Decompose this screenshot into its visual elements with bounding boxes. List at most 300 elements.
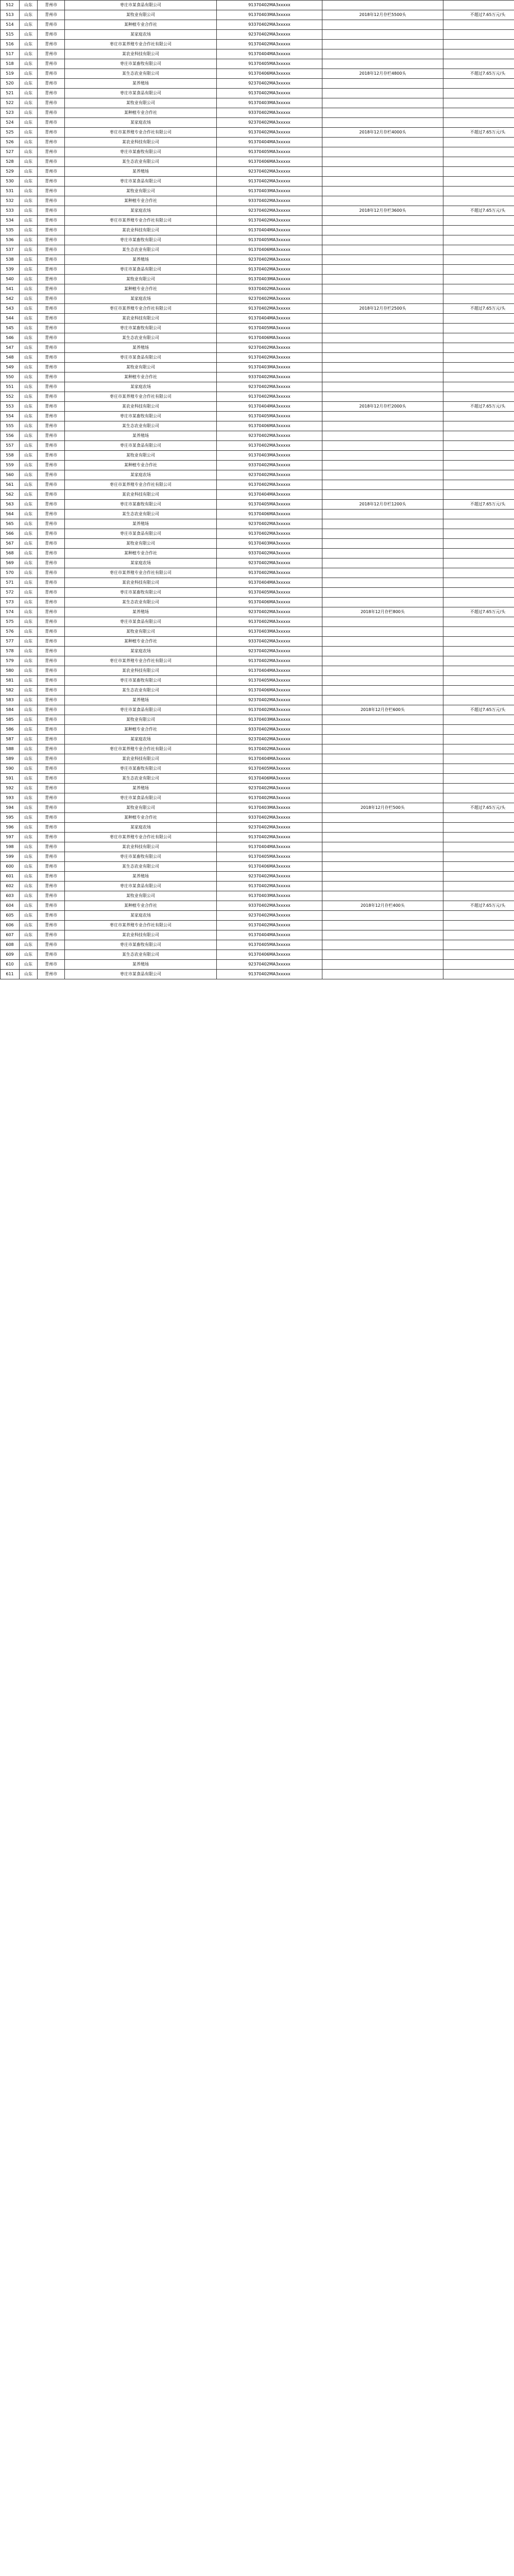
table-row — [1, 441, 514, 451]
table-row — [1, 451, 514, 461]
cell-city: 山东 — [20, 519, 38, 529]
cell-company: 某牧业有限公司 — [65, 275, 217, 284]
cell-company: 某农业科技有限公司 — [65, 138, 217, 147]
table-row — [1, 265, 514, 275]
table-row — [1, 128, 514, 138]
cell-amount — [443, 324, 514, 333]
table-row — [1, 568, 514, 578]
cell-company: 枣庄市某畜牧有限公司 — [65, 500, 217, 510]
cell-city: 山东 — [20, 735, 38, 744]
cell-company: 某种植专业合作社 — [65, 372, 217, 382]
cell-scale — [322, 823, 443, 833]
cell-no: 601 — [1, 872, 20, 882]
cell-county: 青州市 — [38, 363, 65, 372]
cell-county: 青州市 — [38, 392, 65, 402]
cell-company: 某牧业有限公司 — [65, 891, 217, 901]
cell-code: 91370402MA3xxxxx — [217, 392, 322, 402]
cell-no: 516 — [1, 40, 20, 49]
cell-no: 545 — [1, 324, 20, 333]
cell-scale — [322, 108, 443, 118]
cell-no: 547 — [1, 343, 20, 353]
cell-city: 山东 — [20, 226, 38, 235]
cell-code: 93370402MA3xxxxx — [217, 284, 322, 294]
cell-scale — [322, 558, 443, 568]
cell-scale — [322, 676, 443, 686]
cell-county: 青州市 — [38, 510, 65, 519]
cell-scale — [322, 862, 443, 872]
cell-no: 602 — [1, 882, 20, 891]
table-row — [1, 901, 514, 911]
cell-no: 587 — [1, 735, 20, 744]
table-row — [1, 353, 514, 363]
cell-company: 某家庭农场 — [65, 823, 217, 833]
cell-scale — [322, 196, 443, 206]
table-row — [1, 578, 514, 588]
cell-code: 91370402MA3xxxxx — [217, 882, 322, 891]
cell-company: 枣庄市某养殖专业合作社有限公司 — [65, 921, 217, 930]
cell-amount — [443, 177, 514, 187]
cell-no: 576 — [1, 627, 20, 637]
table-row — [1, 764, 514, 774]
cell-scale: 2018年12月存栏500头 — [322, 803, 443, 813]
cell-no: 550 — [1, 372, 20, 382]
table-row — [1, 598, 514, 607]
cell-county: 青州市 — [38, 696, 65, 705]
cell-county: 青州市 — [38, 744, 65, 754]
cell-city: 山东 — [20, 275, 38, 284]
cell-scale — [322, 686, 443, 696]
cell-amount — [443, 98, 514, 108]
cell-amount: 不超过7.65万元/头 — [443, 607, 514, 617]
cell-county: 青州市 — [38, 754, 65, 764]
cell-city: 山东 — [20, 196, 38, 206]
cell-no: 544 — [1, 314, 20, 324]
cell-city: 山东 — [20, 206, 38, 216]
cell-county: 青州市 — [38, 764, 65, 774]
cell-amount: 不超过7.65万元/头 — [443, 402, 514, 412]
cell-code: 91370405MA3xxxxx — [217, 324, 322, 333]
cell-amount — [443, 343, 514, 353]
cell-company: 某农业科技有限公司 — [65, 49, 217, 59]
cell-city: 山东 — [20, 333, 38, 343]
cell-company: 某家庭农场 — [65, 382, 217, 392]
cell-company: 枣庄市某食品有限公司 — [65, 705, 217, 715]
cell-amount — [443, 20, 514, 30]
cell-city: 山东 — [20, 235, 38, 245]
data-table — [0, 0, 514, 979]
cell-county: 青州市 — [38, 431, 65, 441]
table-row — [1, 255, 514, 265]
cell-code: 91370402MA3xxxxx — [217, 353, 322, 363]
cell-county: 青州市 — [38, 607, 65, 617]
cell-city: 山东 — [20, 882, 38, 891]
cell-city: 山东 — [20, 970, 38, 979]
cell-county: 青州市 — [38, 823, 65, 833]
cell-county: 青州市 — [38, 216, 65, 226]
cell-city: 山东 — [20, 461, 38, 470]
cell-code: 93370402MA3xxxxx — [217, 20, 322, 30]
cell-city: 山东 — [20, 647, 38, 656]
cell-amount: 不超过7.65万元/头 — [443, 304, 514, 314]
cell-amount — [443, 735, 514, 744]
cell-no: 565 — [1, 519, 20, 529]
cell-code: 91370406MA3xxxxx — [217, 686, 322, 696]
cell-no: 591 — [1, 774, 20, 784]
cell-code: 93370402MA3xxxxx — [217, 901, 322, 911]
cell-county: 青州市 — [38, 725, 65, 735]
cell-city: 山东 — [20, 833, 38, 842]
cell-company: 某种植专业合作社 — [65, 196, 217, 206]
cell-scale — [322, 529, 443, 539]
table-row — [1, 647, 514, 656]
cell-code: 91370406MA3xxxxx — [217, 774, 322, 784]
cell-scale — [322, 490, 443, 500]
cell-county: 青州市 — [38, 89, 65, 98]
cell-code: 92370402MA3xxxxx — [217, 382, 322, 392]
cell-code: 91370402MA3xxxxx — [217, 705, 322, 715]
cell-county: 青州市 — [38, 647, 65, 656]
table-row — [1, 10, 514, 20]
cell-code: 91370404MA3xxxxx — [217, 402, 322, 412]
cell-company: 某牧业有限公司 — [65, 363, 217, 372]
cell-city: 山东 — [20, 705, 38, 715]
cell-no: 595 — [1, 813, 20, 823]
cell-code: 92370402MA3xxxxx — [217, 167, 322, 177]
cell-city: 山东 — [20, 187, 38, 196]
cell-scale — [322, 842, 443, 852]
cell-scale — [322, 89, 443, 98]
cell-no: 577 — [1, 637, 20, 647]
cell-county: 青州市 — [38, 852, 65, 862]
table-row — [1, 372, 514, 382]
cell-city: 山东 — [20, 803, 38, 813]
cell-no: 597 — [1, 833, 20, 842]
cell-city: 山东 — [20, 588, 38, 598]
cell-scale: 2018年12月存栏2500头 — [322, 304, 443, 314]
table-row — [1, 510, 514, 519]
cell-company: 某养殖场 — [65, 519, 217, 529]
table-row — [1, 235, 514, 245]
cell-no: 584 — [1, 705, 20, 715]
table-row — [1, 40, 514, 49]
cell-scale — [322, 138, 443, 147]
cell-amount — [443, 441, 514, 451]
cell-city: 山东 — [20, 940, 38, 950]
cell-city: 山东 — [20, 930, 38, 940]
cell-amount — [443, 451, 514, 461]
cell-no: 580 — [1, 666, 20, 676]
cell-city: 山东 — [20, 20, 38, 30]
cell-company: 枣庄市某食品有限公司 — [65, 882, 217, 891]
table-row — [1, 480, 514, 490]
cell-scale — [322, 549, 443, 558]
cell-scale — [322, 656, 443, 666]
cell-city: 山东 — [20, 813, 38, 823]
cell-amount — [443, 715, 514, 725]
cell-no: 518 — [1, 59, 20, 69]
cell-code: 91370404MA3xxxxx — [217, 842, 322, 852]
cell-code: 91370404MA3xxxxx — [217, 138, 322, 147]
table-row — [1, 617, 514, 627]
table-row — [1, 529, 514, 539]
cell-company: 枣庄市某养殖专业合作社有限公司 — [65, 392, 217, 402]
cell-code: 92370402MA3xxxxx — [217, 343, 322, 353]
cell-code: 91370405MA3xxxxx — [217, 235, 322, 245]
cell-county: 青州市 — [38, 813, 65, 823]
cell-code: 91370406MA3xxxxx — [217, 69, 322, 79]
cell-city: 山东 — [20, 617, 38, 627]
table-row — [1, 167, 514, 177]
cell-no: 583 — [1, 696, 20, 705]
table-row — [1, 813, 514, 823]
cell-code: 91370402MA3xxxxx — [217, 265, 322, 275]
cell-scale — [322, 696, 443, 705]
cell-amount — [443, 558, 514, 568]
cell-county: 青州市 — [38, 187, 65, 196]
cell-no: 603 — [1, 891, 20, 901]
cell-county: 青州市 — [38, 774, 65, 784]
cell-amount: 不超过7.65万元/头 — [443, 206, 514, 216]
cell-company: 某养殖场 — [65, 960, 217, 970]
cell-amount — [443, 930, 514, 940]
cell-scale — [322, 891, 443, 901]
cell-code: 92370402MA3xxxxx — [217, 206, 322, 216]
table-row — [1, 627, 514, 637]
cell-city: 山东 — [20, 784, 38, 793]
cell-no: 611 — [1, 970, 20, 979]
cell-code: 92370402MA3xxxxx — [217, 911, 322, 921]
cell-scale — [322, 294, 443, 304]
cell-no: 600 — [1, 862, 20, 872]
cell-county: 青州市 — [38, 461, 65, 470]
cell-amount — [443, 519, 514, 529]
cell-no: 604 — [1, 901, 20, 911]
cell-code: 91370403MA3xxxxx — [217, 187, 322, 196]
cell-amount — [443, 147, 514, 157]
cell-no: 533 — [1, 206, 20, 216]
cell-no: 535 — [1, 226, 20, 235]
cell-no: 539 — [1, 265, 20, 275]
cell-scale — [322, 774, 443, 784]
cell-no: 536 — [1, 235, 20, 245]
table-row — [1, 324, 514, 333]
cell-company: 某家庭农场 — [65, 118, 217, 128]
cell-scale — [322, 764, 443, 774]
cell-city: 山东 — [20, 89, 38, 98]
cell-city: 山东 — [20, 363, 38, 372]
cell-county: 青州市 — [38, 10, 65, 20]
cell-scale — [322, 363, 443, 372]
table-row — [1, 59, 514, 69]
cell-company: 枣庄市某养殖专业合作社有限公司 — [65, 128, 217, 138]
table-row — [1, 343, 514, 353]
cell-amount — [443, 647, 514, 656]
cell-code: 93370402MA3xxxxx — [217, 372, 322, 382]
cell-company: 某生态农业有限公司 — [65, 333, 217, 343]
cell-city: 山东 — [20, 578, 38, 588]
cell-company: 枣庄市某食品有限公司 — [65, 970, 217, 979]
cell-code: 93370402MA3xxxxx — [217, 637, 322, 647]
cell-code: 91370405MA3xxxxx — [217, 676, 322, 686]
cell-company: 枣庄市某畜牧有限公司 — [65, 852, 217, 862]
cell-code: 93370402MA3xxxxx — [217, 725, 322, 735]
cell-company: 某种植专业合作社 — [65, 461, 217, 470]
cell-code: 91370402MA3xxxxx — [217, 970, 322, 979]
cell-county: 青州市 — [38, 118, 65, 128]
table-row — [1, 157, 514, 167]
cell-code: 92370402MA3xxxxx — [217, 519, 322, 529]
table-row — [1, 382, 514, 392]
cell-amount — [443, 656, 514, 666]
cell-company: 某种植专业合作社 — [65, 108, 217, 118]
table-row — [1, 421, 514, 431]
cell-city: 山东 — [20, 715, 38, 725]
cell-scale — [322, 333, 443, 343]
table-row — [1, 735, 514, 744]
cell-code: 93370402MA3xxxxx — [217, 813, 322, 823]
cell-no: 585 — [1, 715, 20, 725]
cell-county: 青州市 — [38, 1, 65, 10]
cell-county: 青州市 — [38, 59, 65, 69]
cell-amount — [443, 49, 514, 59]
cell-amount — [443, 833, 514, 842]
cell-scale: 2018年12月存栏1200头 — [322, 500, 443, 510]
cell-company: 某养殖场 — [65, 607, 217, 617]
cell-code: 91370405MA3xxxxx — [217, 940, 322, 950]
cell-code: 91370406MA3xxxxx — [217, 510, 322, 519]
cell-no: 534 — [1, 216, 20, 226]
cell-city: 山东 — [20, 510, 38, 519]
cell-company: 某养殖场 — [65, 79, 217, 89]
cell-no: 564 — [1, 510, 20, 519]
cell-scale — [322, 441, 443, 451]
cell-company: 枣庄市某食品有限公司 — [65, 529, 217, 539]
cell-city: 山东 — [20, 304, 38, 314]
cell-county: 青州市 — [38, 196, 65, 206]
cell-amount — [443, 461, 514, 470]
cell-company: 某家庭农场 — [65, 30, 217, 40]
table-row — [1, 490, 514, 500]
cell-code: 91370402MA3xxxxx — [217, 529, 322, 539]
table-row — [1, 686, 514, 696]
cell-company: 枣庄市某食品有限公司 — [65, 441, 217, 451]
cell-no: 569 — [1, 558, 20, 568]
cell-no: 568 — [1, 549, 20, 558]
cell-amount — [443, 490, 514, 500]
cell-code: 91370405MA3xxxxx — [217, 500, 322, 510]
cell-code: 91370402MA3xxxxx — [217, 441, 322, 451]
cell-county: 青州市 — [38, 676, 65, 686]
table-row — [1, 891, 514, 901]
cell-city: 山东 — [20, 960, 38, 970]
cell-city: 山东 — [20, 353, 38, 363]
cell-company: 枣庄市某畜牧有限公司 — [65, 764, 217, 774]
cell-no: 537 — [1, 245, 20, 255]
cell-city: 山东 — [20, 725, 38, 735]
cell-amount — [443, 226, 514, 235]
cell-city: 山东 — [20, 108, 38, 118]
cell-city: 山东 — [20, 901, 38, 911]
table-row — [1, 89, 514, 98]
cell-amount — [443, 842, 514, 852]
cell-county: 青州市 — [38, 627, 65, 637]
cell-code: 91370404MA3xxxxx — [217, 754, 322, 764]
cell-scale: 2018年12月存栏400头 — [322, 901, 443, 911]
cell-no: 554 — [1, 412, 20, 421]
cell-city: 山东 — [20, 147, 38, 157]
cell-city: 山东 — [20, 69, 38, 79]
cell-city: 山东 — [20, 177, 38, 187]
cell-no: 559 — [1, 461, 20, 470]
table-row — [1, 1, 514, 10]
cell-scale — [322, 30, 443, 40]
cell-city: 山东 — [20, 255, 38, 265]
cell-company: 枣庄市某畜牧有限公司 — [65, 676, 217, 686]
cell-amount — [443, 421, 514, 431]
cell-city: 山东 — [20, 598, 38, 607]
cell-county: 青州市 — [38, 304, 65, 314]
cell-county: 青州市 — [38, 40, 65, 49]
cell-amount — [443, 353, 514, 363]
cell-code: 91370406MA3xxxxx — [217, 950, 322, 960]
cell-company: 某养殖场 — [65, 167, 217, 177]
cell-scale — [322, 666, 443, 676]
cell-city: 山东 — [20, 421, 38, 431]
cell-amount — [443, 686, 514, 696]
table-row — [1, 461, 514, 470]
cell-city: 山东 — [20, 441, 38, 451]
cell-county: 青州市 — [38, 891, 65, 901]
cell-company: 枣庄市某畜牧有限公司 — [65, 324, 217, 333]
cell-amount: 不超过7.65万元/头 — [443, 128, 514, 138]
table-row — [1, 872, 514, 882]
cell-scale — [322, 451, 443, 461]
cell-company: 枣庄市某养殖专业合作社有限公司 — [65, 40, 217, 49]
table-row — [1, 470, 514, 480]
cell-amount — [443, 363, 514, 372]
cell-city: 山东 — [20, 627, 38, 637]
cell-company: 某家庭农场 — [65, 294, 217, 304]
cell-county: 青州市 — [38, 69, 65, 79]
cell-no: 588 — [1, 744, 20, 754]
cell-city: 山东 — [20, 392, 38, 402]
table-row — [1, 930, 514, 940]
cell-company: 枣庄市某食品有限公司 — [65, 353, 217, 363]
cell-scale — [322, 49, 443, 59]
cell-county: 青州市 — [38, 343, 65, 353]
cell-amount — [443, 627, 514, 637]
cell-county: 青州市 — [38, 49, 65, 59]
cell-no: 557 — [1, 441, 20, 451]
table-row — [1, 754, 514, 764]
cell-code: 91370405MA3xxxxx — [217, 59, 322, 69]
cell-no: 581 — [1, 676, 20, 686]
cell-scale — [322, 852, 443, 862]
cell-scale — [322, 461, 443, 470]
cell-county: 青州市 — [38, 255, 65, 265]
cell-no: 524 — [1, 118, 20, 128]
cell-city: 山东 — [20, 40, 38, 49]
cell-code: 93370402MA3xxxxx — [217, 196, 322, 206]
cell-no: 594 — [1, 803, 20, 813]
cell-scale: 2018年12月存栏4000头 — [322, 128, 443, 138]
cell-scale — [322, 735, 443, 744]
cell-amount — [443, 725, 514, 735]
table-row — [1, 588, 514, 598]
cell-amount — [443, 314, 514, 324]
cell-county: 青州市 — [38, 333, 65, 343]
cell-county: 青州市 — [38, 970, 65, 979]
